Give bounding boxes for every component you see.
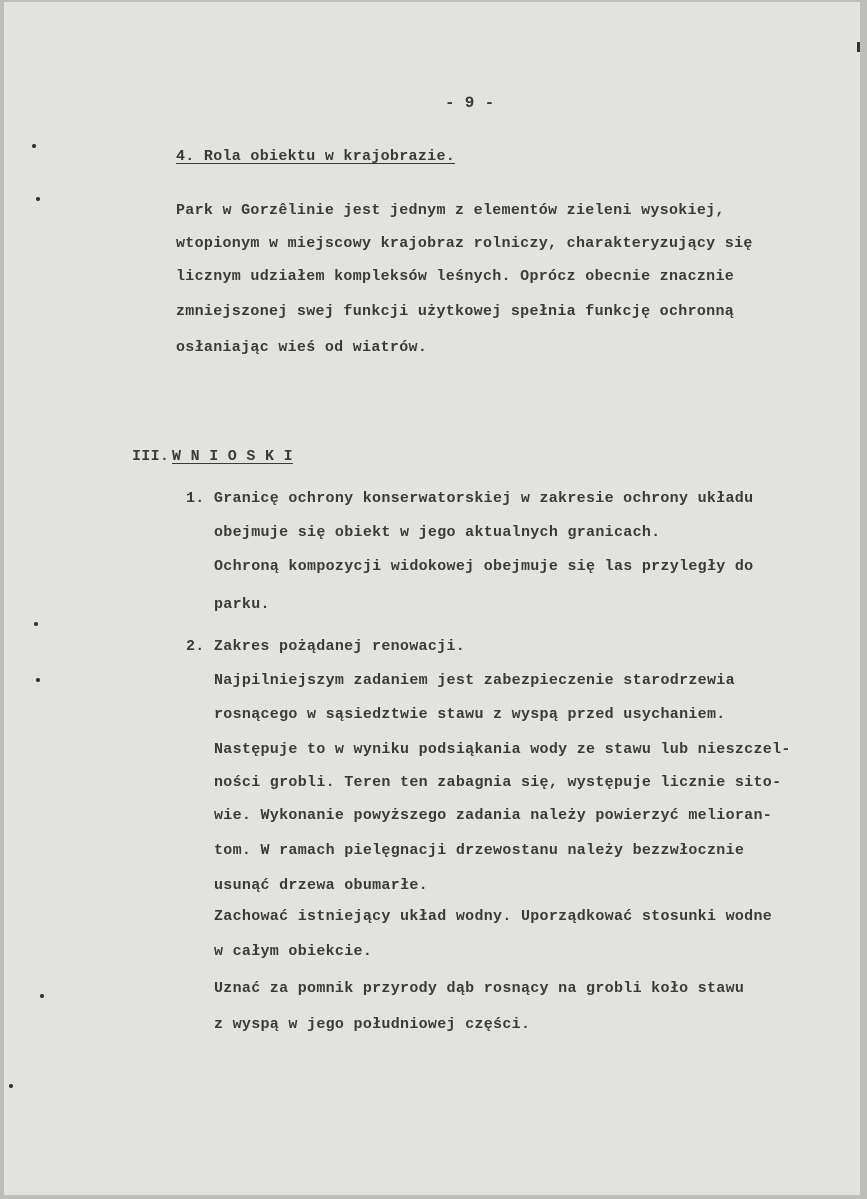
item-1-line: Ochroną kompozycji widokowej obejmuje się las przyległy do xyxy=(214,558,754,575)
section-4-line: osłaniając wieś od wiatrów. xyxy=(176,339,428,356)
item-1-line: 1. Granicę ochrony konserwatorskiej w zakresie ochrony układu xyxy=(186,490,754,507)
item-2-line: tom. W ramach pielęgnacji drzewostanu należy bezzwłocznie xyxy=(214,842,745,859)
item-2-line: ności grobli. Teren ten zabagnia się, występuje licznie sito- xyxy=(214,774,782,791)
section-4-line: wtopionym w miejscowy krajobraz rolniczy, charakteryzujący się xyxy=(176,235,753,252)
item-2-heading: 2. Zakres pożądanej renowacji. xyxy=(186,638,466,655)
section-3-number: III. xyxy=(132,448,170,465)
item-1-line: obejmuje się obiekt w jego aktualnych granicach. xyxy=(214,524,661,541)
scan-dot xyxy=(9,1084,13,1088)
item-1-line: parku. xyxy=(214,596,270,613)
scan-dot xyxy=(36,678,40,682)
scan-dot xyxy=(32,144,36,148)
section-4-line: zmniejszonej swej funkcji użytkowej spełnia funkcję ochronną xyxy=(176,303,735,320)
section-4-line: Park w Gorzêlinie jest jednym z elementów zieleni wysokiej, xyxy=(176,202,725,219)
item-2-line: rosnącego w sąsiedztwie stawu z wyspą przed usychaniem. xyxy=(214,706,726,723)
scan-dot xyxy=(40,994,44,998)
item-2-line: Zachować istniejący układ wodny. Uporządkować stosunki wodne xyxy=(214,908,773,925)
item-2-line: usunąć drzewa obumarłe. xyxy=(214,877,428,894)
item-2-line: Następuje to w wyniku podsiąkania wody ze stawu lub nieszczel- xyxy=(214,741,791,758)
page-number: - 9 - xyxy=(445,94,495,112)
section-3-heading: W N I O S K I xyxy=(172,448,293,465)
item-2-line: wie. Wykonanie powyższego zadania należy powierzyć melioran- xyxy=(214,807,773,824)
section-4-line: licznym udziałem kompleksów leśnych. Oprócz obecnie znacznie xyxy=(176,268,735,285)
scan-mark xyxy=(857,42,860,52)
item-2-line: Najpilniejszym zadaniem jest zabezpieczenie starodrzewia xyxy=(214,672,735,689)
document-page xyxy=(4,2,860,1195)
item-2-line: Uznać za pomnik przyrody dąb rosnący na grobli koło stawu xyxy=(214,980,745,997)
item-2-line: z wyspą w jego południowej części. xyxy=(214,1016,531,1033)
item-2-line: w całym obiekcie. xyxy=(214,943,373,960)
section-4-heading: 4. Rola obiektu w krajobrazie. xyxy=(176,148,456,165)
scan-dot xyxy=(36,197,40,201)
scan-dot xyxy=(34,622,38,626)
